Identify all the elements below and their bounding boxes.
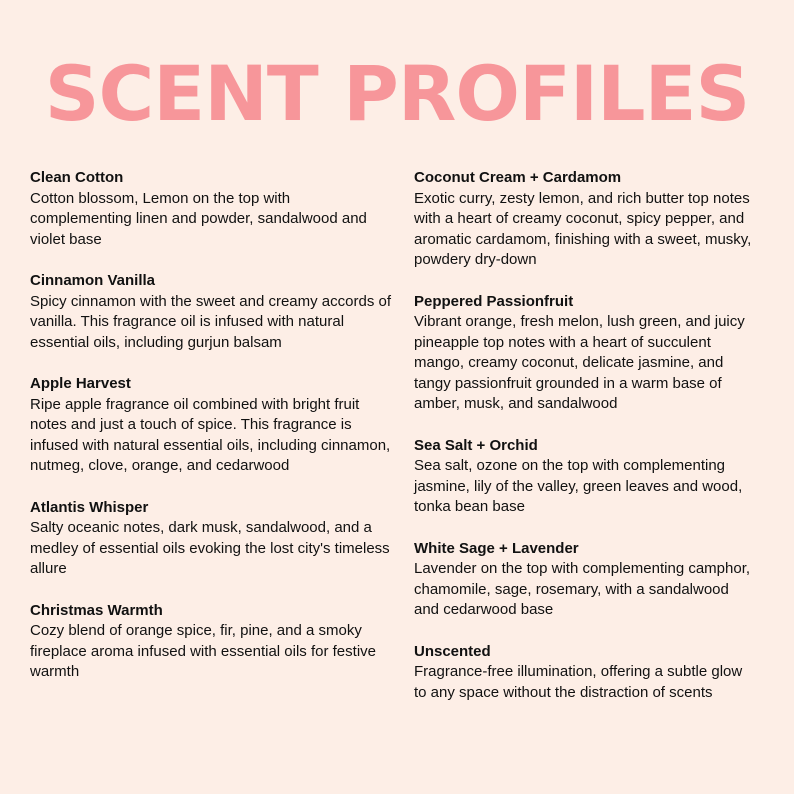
scent-name: Cinnamon Vanilla	[30, 272, 156, 289]
right-column	[414, 168, 774, 724]
scent-description-line: Fragrance-free illumination, offering a subtle glow	[414, 663, 743, 680]
scent-name: Coconut Cream + Cardamom	[414, 169, 622, 186]
scent-description	[30, 395, 408, 477]
scent-description-line: warmth	[30, 663, 80, 680]
scent-description-line: fireplace aroma infused with essential oils for festive	[30, 642, 376, 660]
scent-description	[30, 292, 408, 354]
scent-description	[30, 621, 408, 683]
scent-description	[414, 559, 774, 621]
scent-description-line: complementing linen and powder, sandalwood and	[30, 210, 367, 227]
scent-description-line: jasmine, lily of the valley, green leaves and wood,	[414, 477, 743, 495]
scent-description-line: violet base	[30, 230, 102, 248]
scent-profile-item	[414, 436, 774, 518]
scent-description	[414, 456, 774, 518]
scent-description-line: allure	[30, 560, 67, 577]
scent-description-line: Exotic curry, zesty lemon, and rich butter top notes	[414, 189, 750, 207]
scent-description-line: tonka bean base	[414, 498, 525, 515]
scent-description	[30, 189, 408, 251]
scent-description-line: notes and just a touch of spice. This fragrance is	[30, 416, 352, 433]
scent-profile-item	[30, 374, 408, 477]
scent-profile-item	[414, 292, 774, 415]
scent-name: Peppered Passionfruit	[414, 292, 574, 310]
scent-description	[414, 189, 774, 271]
scent-description-line: Sea salt, ozone on the top with complementing	[414, 457, 726, 474]
scent-name: Atlantis Whisper	[30, 498, 149, 516]
scent-description-line: medley of essential oils evoking the lost city's timeless	[30, 539, 390, 557]
scent-description-line: Salty oceanic notes, dark musk, sandalwood, and a	[30, 519, 372, 536]
scent-description-line: nutmeg, clove, orange, and cedarwood	[30, 457, 290, 474]
scent-description	[30, 518, 408, 580]
scent-description-line: vanilla. This fragrance oil is infused with natural	[30, 313, 345, 330]
scent-description	[414, 312, 774, 415]
scent-description-line: with a heart of creamy coconut, spicy pepper, and	[414, 210, 745, 227]
scent-description-line: to any space without the distraction of scents	[414, 683, 713, 701]
scent-name: Sea Salt + Orchid	[414, 436, 538, 454]
scent-description	[414, 662, 774, 703]
scent-name: White Sage + Lavender	[414, 539, 579, 557]
scent-name: Clean Cotton	[30, 169, 124, 186]
scent-description-line: Lavender on the top with complementing camphor,	[414, 560, 751, 577]
scent-description-line: tangy passionfruit grounded in a warm base of	[414, 374, 722, 392]
scent-profile-item	[414, 539, 774, 621]
scent-description-line: amber, musk, and sandalwood	[414, 395, 618, 412]
scent-description-line: Ripe apple fragrance oil combined with bright fruit	[30, 395, 360, 413]
scent-profile-item	[414, 168, 774, 271]
scent-description-line: Cotton blossom, Lemon on the top with	[30, 189, 291, 207]
scent-description-line: chamomile, sage, rosemary, with a sandalwood	[414, 580, 729, 598]
scent-profile-item	[30, 601, 408, 683]
scent-profile-item	[414, 642, 774, 704]
scent-description-line: and cedarwood base	[414, 601, 554, 618]
scent-profile-item	[30, 498, 408, 580]
scent-description-line: aromatic cardamom, finishing with a sweet, musky,	[414, 230, 752, 248]
scent-profile-item	[30, 168, 408, 250]
scent-description-line: powdery dry-down	[414, 251, 537, 268]
scent-description-line: infused with natural essential oils, including cinnamon,	[30, 436, 391, 454]
page-title: SCENT PROFILES	[44, 49, 750, 138]
scent-description-line: pineapple top notes with a heart of succulent	[414, 333, 711, 351]
scent-description-line: Cozy blend of orange spice, fir, pine, and a smoky	[30, 622, 362, 639]
scent-name: Christmas Warmth	[30, 601, 163, 619]
scent-name: Unscented	[414, 642, 491, 660]
scent-description-line: mango, creamy coconut, delicate jasmine, and	[414, 354, 724, 371]
scent-description-line: essential oils, including gurjun balsam	[30, 333, 282, 351]
scent-description-line: Vibrant orange, fresh melon, lush green, and juicy	[414, 313, 745, 330]
scent-description-line: Spicy cinnamon with the sweet and creamy accords of	[30, 292, 392, 310]
scent-name: Apple Harvest	[30, 375, 131, 392]
left-column	[30, 168, 408, 704]
scent-profile-item	[30, 271, 408, 353]
